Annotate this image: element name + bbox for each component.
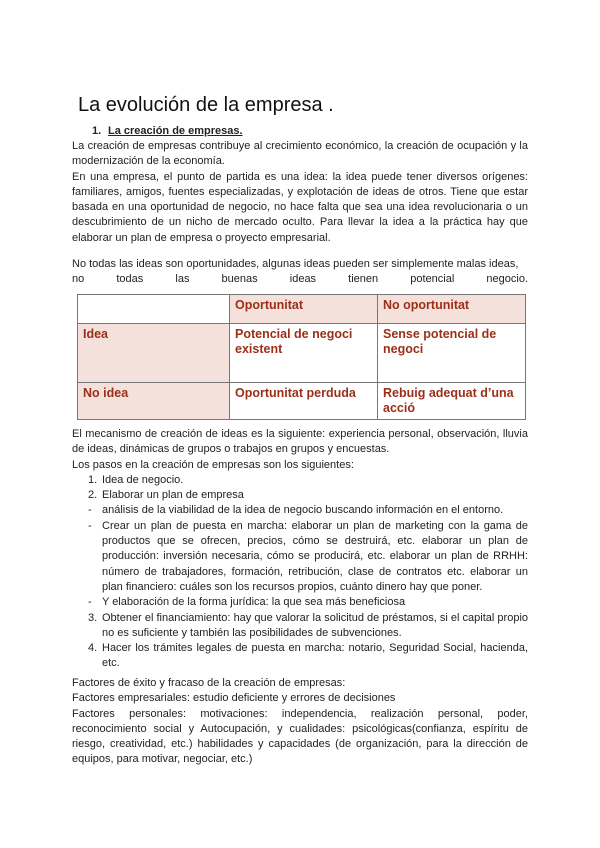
list-item xyxy=(72,503,528,518)
matrix-header-opportunity: Oportunitat xyxy=(230,295,378,324)
matrix-row-label-idea: Idea xyxy=(78,324,230,383)
intro-paragraph-2: En una empresa, el punto de partida es una idea: la idea puede tener diversos orígenes: familiares, amigos, fuentes especializadas, y explotación de ideas de otros. Tiene que estar basada en una oportunidad de negocio, no hace falta que sea una idea revolucionaria o un descubrimiento de un nicho de mercado oculto. Para llevar la idea a la práctica hay que elaborar un plan de empresa o proyecto empresarial. xyxy=(72,170,528,244)
list-item-text: Obtener el financiamiento: hay que valorar la solicitud de préstamos, si el capital propio no es suficiente y también las posibilidades de subvenciones. xyxy=(102,611,528,639)
opportunity-note-line-1: No todas las ideas son oportunidades, algunas ideas pueden ser simplemente malas ideas, xyxy=(72,258,519,270)
matrix-corner-cell xyxy=(78,295,230,324)
list-item-text: Y elaboración de la forma jurídica: la que sea más beneficiosa xyxy=(102,596,406,609)
matrix-header-row xyxy=(78,295,526,324)
list-item xyxy=(72,473,528,488)
matrix-cell-idea-opportunity: Potencial de negoci existent xyxy=(230,324,378,383)
steps-list xyxy=(72,473,528,672)
list-item-text: Elaborar un plan de empresa xyxy=(102,489,244,502)
opportunity-note-line-2: no todas las buenas ideas tienen potencial negocio. xyxy=(72,273,528,286)
list-item xyxy=(72,488,528,503)
list-item-text: Hacer los trámites legales de puesta en marcha: notario, Seguridad Social, hacienda, etc. xyxy=(102,642,528,670)
list-marker: 4. xyxy=(88,642,98,655)
document-title: La evolución de la empresa . xyxy=(78,94,334,116)
list-item-text: análisis de la viabilidad de la idea de negocio buscando información en el entorno. xyxy=(102,504,504,517)
matrix-cell-no-idea-no-opportunity: Rebuig adequat d’una acció xyxy=(378,383,526,420)
matrix-row-label-no-idea: No idea xyxy=(78,383,230,420)
list-marker: - xyxy=(88,596,92,609)
idea-opportunity-matrix xyxy=(77,294,526,420)
list-marker: - xyxy=(88,504,92,517)
factors-personal: Factores personales: motivaciones: independencia, realización personal, poder, reconocimiento social y Autocupación, y cualidades: psicológicas(confianza, espíritu de riesgo, creatividad, etc.) habilidades y capacidades (de organización, para la dirección de equipos, para motivar, negociar, etc.) xyxy=(72,707,528,766)
section-number: 1. xyxy=(92,125,102,137)
list-item xyxy=(72,611,528,642)
factors-heading: Factores de éxito y fracaso de la creación de empresas: xyxy=(72,677,346,689)
list-marker: 1. xyxy=(88,473,98,486)
steps-intro: Los pasos en la creación de empresas son los siguientes: xyxy=(72,458,354,471)
matrix-cell-no-idea-opportunity: Oportunitat perduda xyxy=(230,383,378,420)
factors-business: Factores empresariales: estudio deficiente y errores de decisiones xyxy=(72,692,396,705)
list-item-text: Crear un plan de puesta en marcha: elaborar un plan de marketing con la gama de productos que se ofrecen, precios, cómo se destruirá, etc. elaborar un plan de producción: inversión necesaria, cómo se producirá, etc. elaborar un plan de RRHH: número de trabajadores, formación, retribución, clase de contratos etc. elaborar un plan financiero: cuáles son los recursos propios, cuánto dinero hay que poner. xyxy=(102,519,528,593)
matrix-cell-idea-no-opportunity: Sense potencial de negoci xyxy=(378,324,526,383)
list-item xyxy=(72,595,528,610)
section-heading xyxy=(92,125,243,137)
matrix-header-no-opportunity: No oportunitat xyxy=(378,295,526,324)
list-marker: 2. xyxy=(88,489,98,502)
list-item-text: Idea de negocio. xyxy=(102,473,184,486)
section-heading-text: La creación de empresas. xyxy=(108,125,243,137)
list-marker: 3. xyxy=(88,611,98,624)
list-item xyxy=(72,519,528,595)
list-marker: - xyxy=(88,519,92,532)
matrix-row-no-idea xyxy=(78,383,526,420)
matrix-row-idea xyxy=(78,324,526,383)
intro-paragraph-1: La creación de empresas contribuye al crecimiento económico, la creación de ocupación y la modernización de la economía. xyxy=(72,140,528,168)
list-item xyxy=(72,641,528,672)
mechanism-paragraph: El mecanismo de creación de ideas es la siguiente: experiencia personal, observación, lluvia de ideas, dinámicas de grupos o trabajos en grupos y encuestas. xyxy=(72,428,528,456)
